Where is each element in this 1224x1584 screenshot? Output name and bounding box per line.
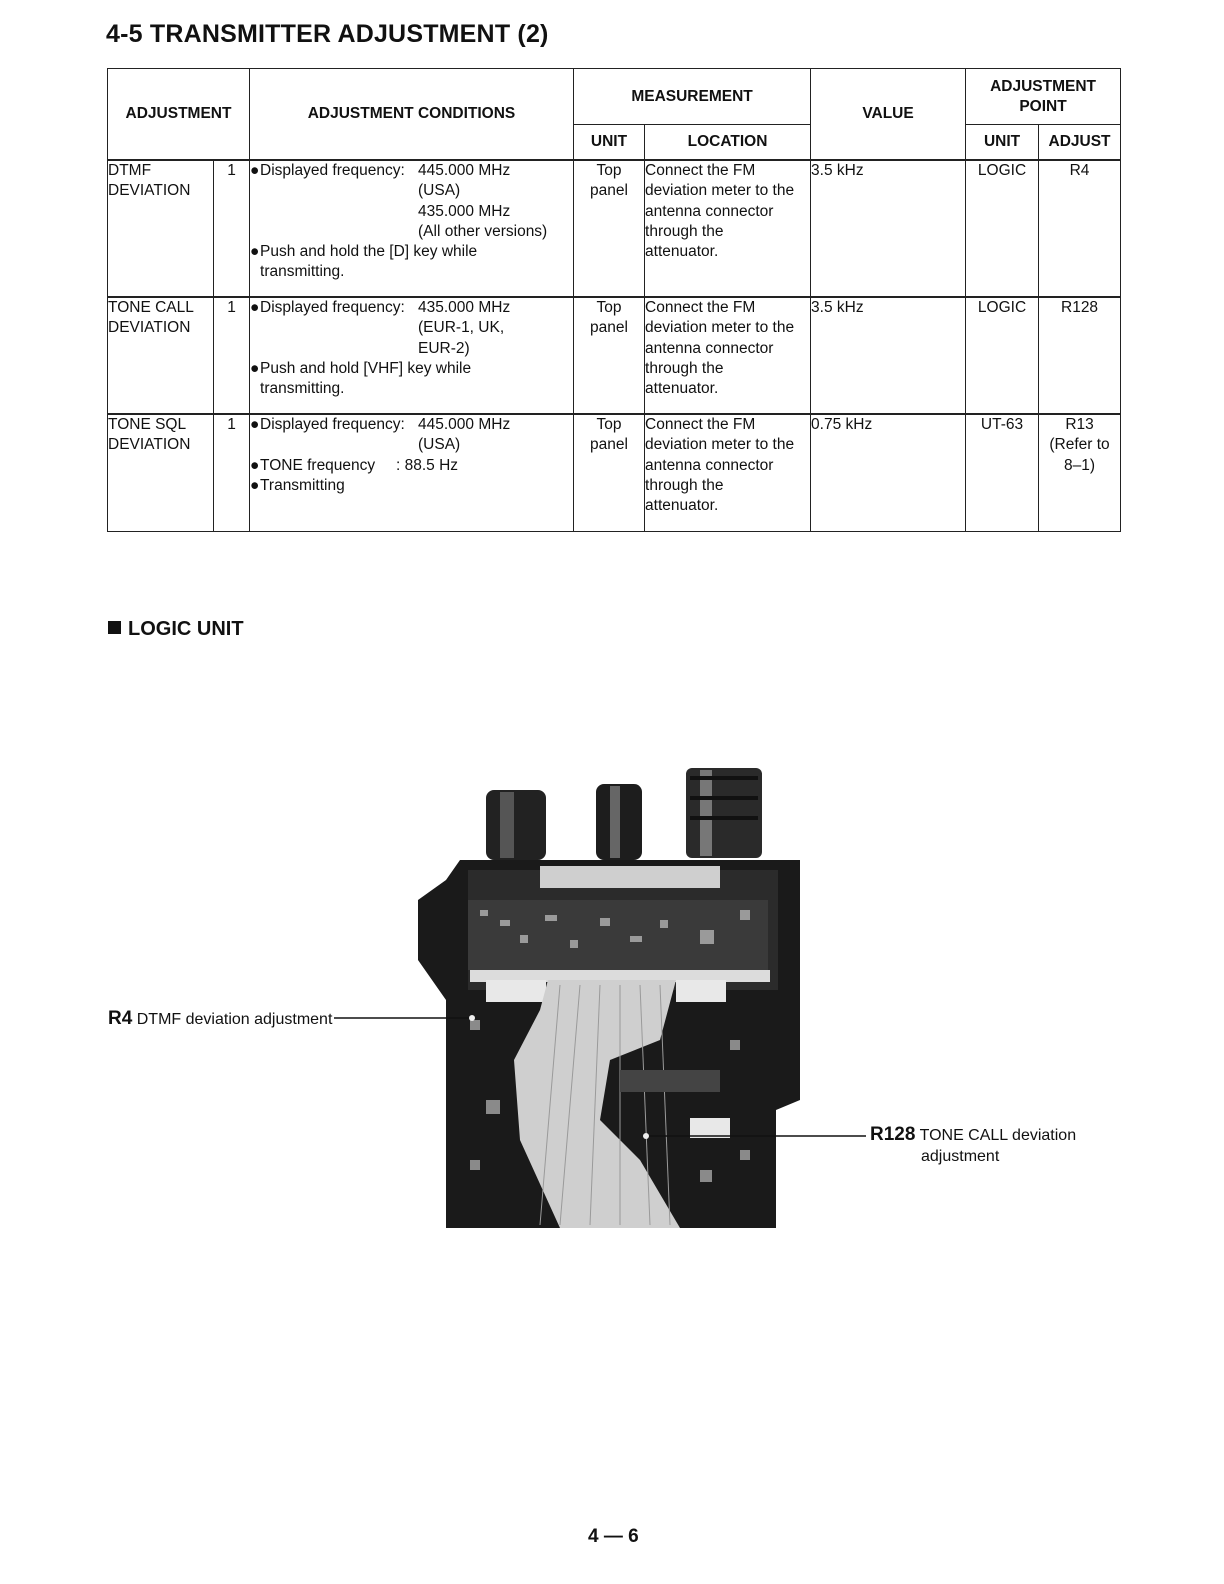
measurement-location: Connect the FM deviation meter to the antenna connector through the attenuator. [645, 414, 811, 531]
header-value: VALUE [811, 69, 966, 161]
measurement-location: Connect the FM deviation meter to the antenna connector through the attenuator. [645, 297, 811, 414]
r128-callout: R128 TONE CALL deviation adjustment [870, 1124, 1077, 1165]
point-unit: UT-63 [966, 414, 1039, 531]
step-number: 1 [214, 414, 250, 531]
value: 0.75 kHz [811, 414, 966, 531]
point-unit: LOGIC [966, 160, 1039, 297]
value: 3.5 kHz [811, 297, 966, 414]
point-adjust: R13 (Refer to 8–1) [1039, 414, 1121, 531]
point-adjust: R128 [1039, 297, 1121, 414]
point-adjust: R4 [1039, 160, 1121, 297]
r4-callout: R4 DTMF deviation adjustment [108, 1008, 333, 1029]
adjustment-name: TONE CALL DEVIATION [108, 297, 214, 414]
header-measurement: MEASUREMENT [574, 69, 811, 125]
measurement-unit: Top panel [574, 414, 645, 531]
measurement-unit: Top panel [574, 160, 645, 297]
header-adjustment-point: ADJUSTMENT POINT [966, 69, 1121, 125]
header-measurement-unit: UNIT [574, 125, 645, 161]
adjustment-conditions: ●Displayed frequency: 445.000 MHz (USA) ●TONE frequency : 88.5 Hz ● Transmitting [250, 414, 574, 531]
adjustment-name: DTMF DEVIATION [108, 160, 214, 297]
adjustment-name: TONE SQL DEVIATION [108, 414, 214, 531]
antenna-connector-icon [486, 768, 762, 860]
page-number: 4 — 6 [588, 1526, 639, 1547]
value: 3.5 kHz [811, 160, 966, 297]
point-unit: LOGIC [966, 297, 1039, 414]
adjustment-conditions: ●Displayed frequency: 445.000 MHz (USA) 435.000 MHz (All other versions) ● Push and hold the [D] key while transmitting. [250, 160, 574, 297]
header-point-adjust: ADJUST [1039, 125, 1121, 161]
step-number: 1 [214, 160, 250, 297]
header-adjustment: ADJUSTMENT [108, 69, 250, 161]
header-measurement-location: LOCATION [645, 125, 811, 161]
section-title: LOGIC UNIT [108, 618, 244, 641]
adjustment-conditions: ●Displayed frequency: 435.000 MHz (EUR-1, UK, EUR-2) ● Push and hold [VHF] key while transmitting. [250, 297, 574, 414]
measurement-unit: Top panel [574, 297, 645, 414]
header-conditions: ADJUSTMENT CONDITIONS [250, 69, 574, 161]
measurement-location: Connect the FM deviation meter to the antenna connector through the attenuator. [645, 160, 811, 297]
header-point-unit: UNIT [966, 125, 1039, 161]
page-title: 4-5 TRANSMITTER ADJUSTMENT (2) [106, 20, 549, 48]
step-number: 1 [214, 297, 250, 414]
